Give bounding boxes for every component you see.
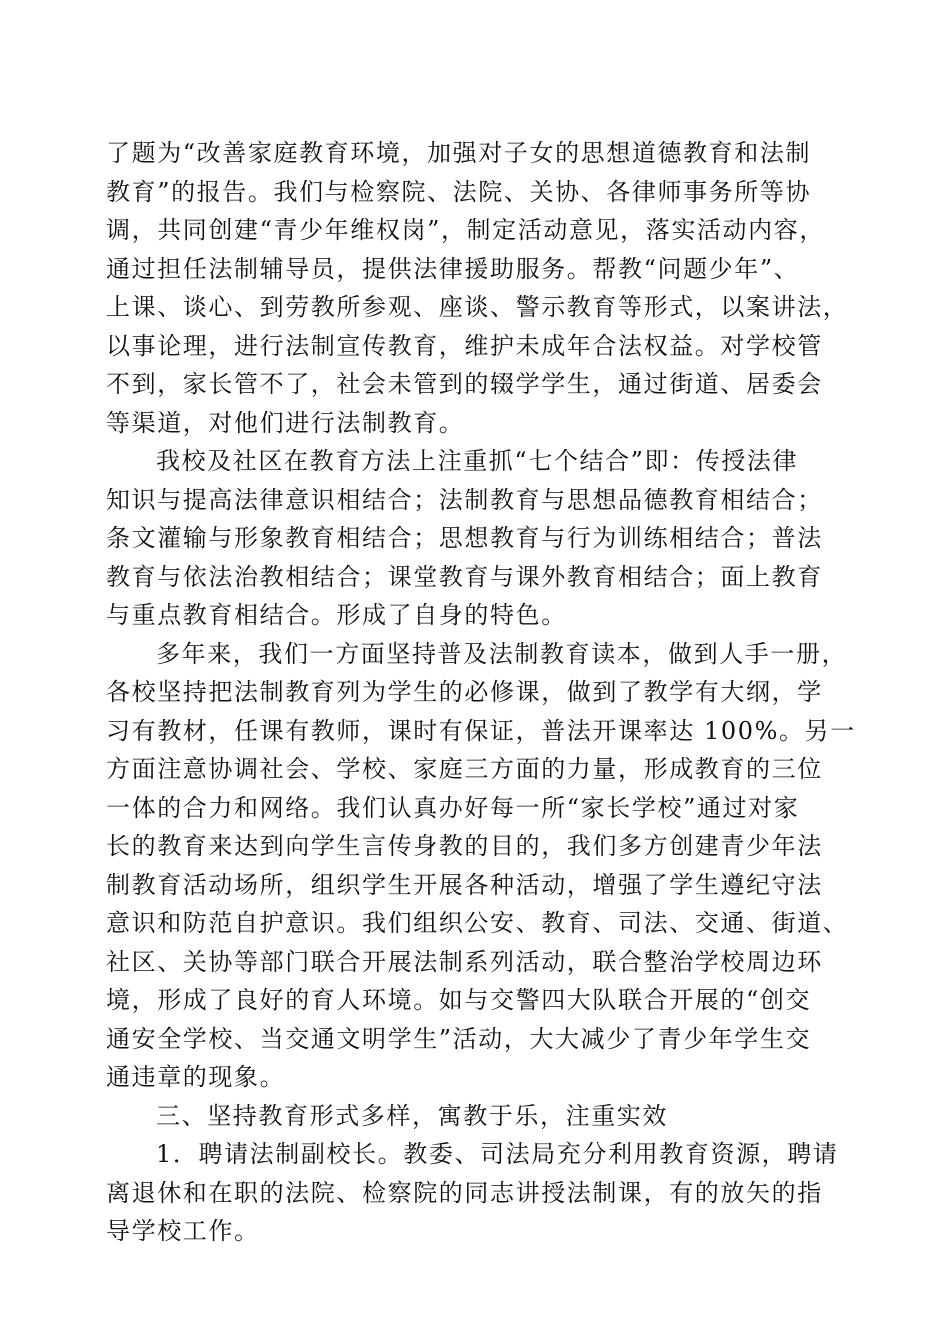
text-line: 知识与提高法律意识相结合；法制教育与思想品德教育相结合； xyxy=(106,485,823,514)
text-line: 1．聘请法制副校长。教委、司法局充分利用教育资源，聘请 xyxy=(156,1140,839,1168)
text-line: 通安全学校、当交通文明学生”活动，大大减少了青少年学生交 xyxy=(106,1024,812,1053)
text-line: 教育与依法治教相结合；课堂教育与课外教育相结合；面上教育 xyxy=(106,562,823,591)
text-line: 我校及社区在教育方法上注重抓“七个结合”即：传授法律 xyxy=(156,447,799,475)
text-line: 通过担任法制辅导员，提供法律援助服务。帮教“问题少年”、 xyxy=(106,254,800,283)
text-line: 一体的合力和网络。我们认真办好每一所“家长学校”通过对家 xyxy=(106,793,800,822)
text-line: 三、坚持教育形式多样，寓教于乐，注重实效 xyxy=(156,1101,668,1130)
text-line: 方面注意协调社会、学校、家庭三方面的力量，形成教育的三位 xyxy=(106,755,823,783)
text-line: 境，形成了良好的育人环境。如与交警四大队联合开展的“创交 xyxy=(106,986,812,1014)
text-line: 长的教育来达到向学生言传身教的目的，我们多方创建青少年法 xyxy=(106,832,823,860)
text-line: 上课、谈心、到劳教所参观、座谈、警示教育等形式，以案讲法， xyxy=(106,293,849,321)
text-line: 教育”的报告。我们与检察院、法院、关协、各律师事务所等协 xyxy=(106,177,812,206)
text-line: 习有教材，任课有教师，课时有保证，普法开课率达 100%。另一 xyxy=(106,716,856,745)
text-line: 制教育活动场所，组织学生开展各种活动，增强了学生遵纪守法 xyxy=(106,870,823,899)
text-line: 条文灌输与形象教育相结合；思想教育与行为训练相结合；普法 xyxy=(106,524,823,552)
text-line: 多年来，我们一方面坚持普及法制教育读本，做到人手一册， xyxy=(156,639,848,668)
text-line: 通违章的现象。 xyxy=(106,1063,286,1091)
text-line: 各校坚持把法制教育列为学生的必修课，做到了教学有大纲，学 xyxy=(106,678,823,706)
text-line: 意识和防范自护意识。我们组织公安、教育、司法、交通、街道、 xyxy=(106,909,849,937)
text-line: 不到，家长管不了，社会未管到的辍学学生，通过街道、居委会 xyxy=(106,370,823,398)
document-body xyxy=(106,134,866,1251)
text-line: 导学校工作。 xyxy=(106,1217,260,1245)
text-line: 离退休和在职的法院、检察院的同志讲授法制课，有的放矢的指 xyxy=(106,1178,823,1207)
text-line: 等渠道，对他们进行法制教育。 xyxy=(106,408,465,437)
text-line: 以事论理，进行法制宣传教育，维护未成年合法权益。对学校管 xyxy=(106,331,823,360)
text-line: 与重点教育相结合。形成了自身的特色。 xyxy=(106,601,567,629)
text-line: 社区、关协等部门联合开展法制系列活动，联合整治学校周边环 xyxy=(106,947,823,976)
text-line: 调，共同创建“青少年维权岗”，制定活动意见，落实活动内容， xyxy=(106,216,825,244)
text-line: 了题为“改善家庭教育环境，加强对子女的思想道德教育和法制 xyxy=(106,139,812,167)
